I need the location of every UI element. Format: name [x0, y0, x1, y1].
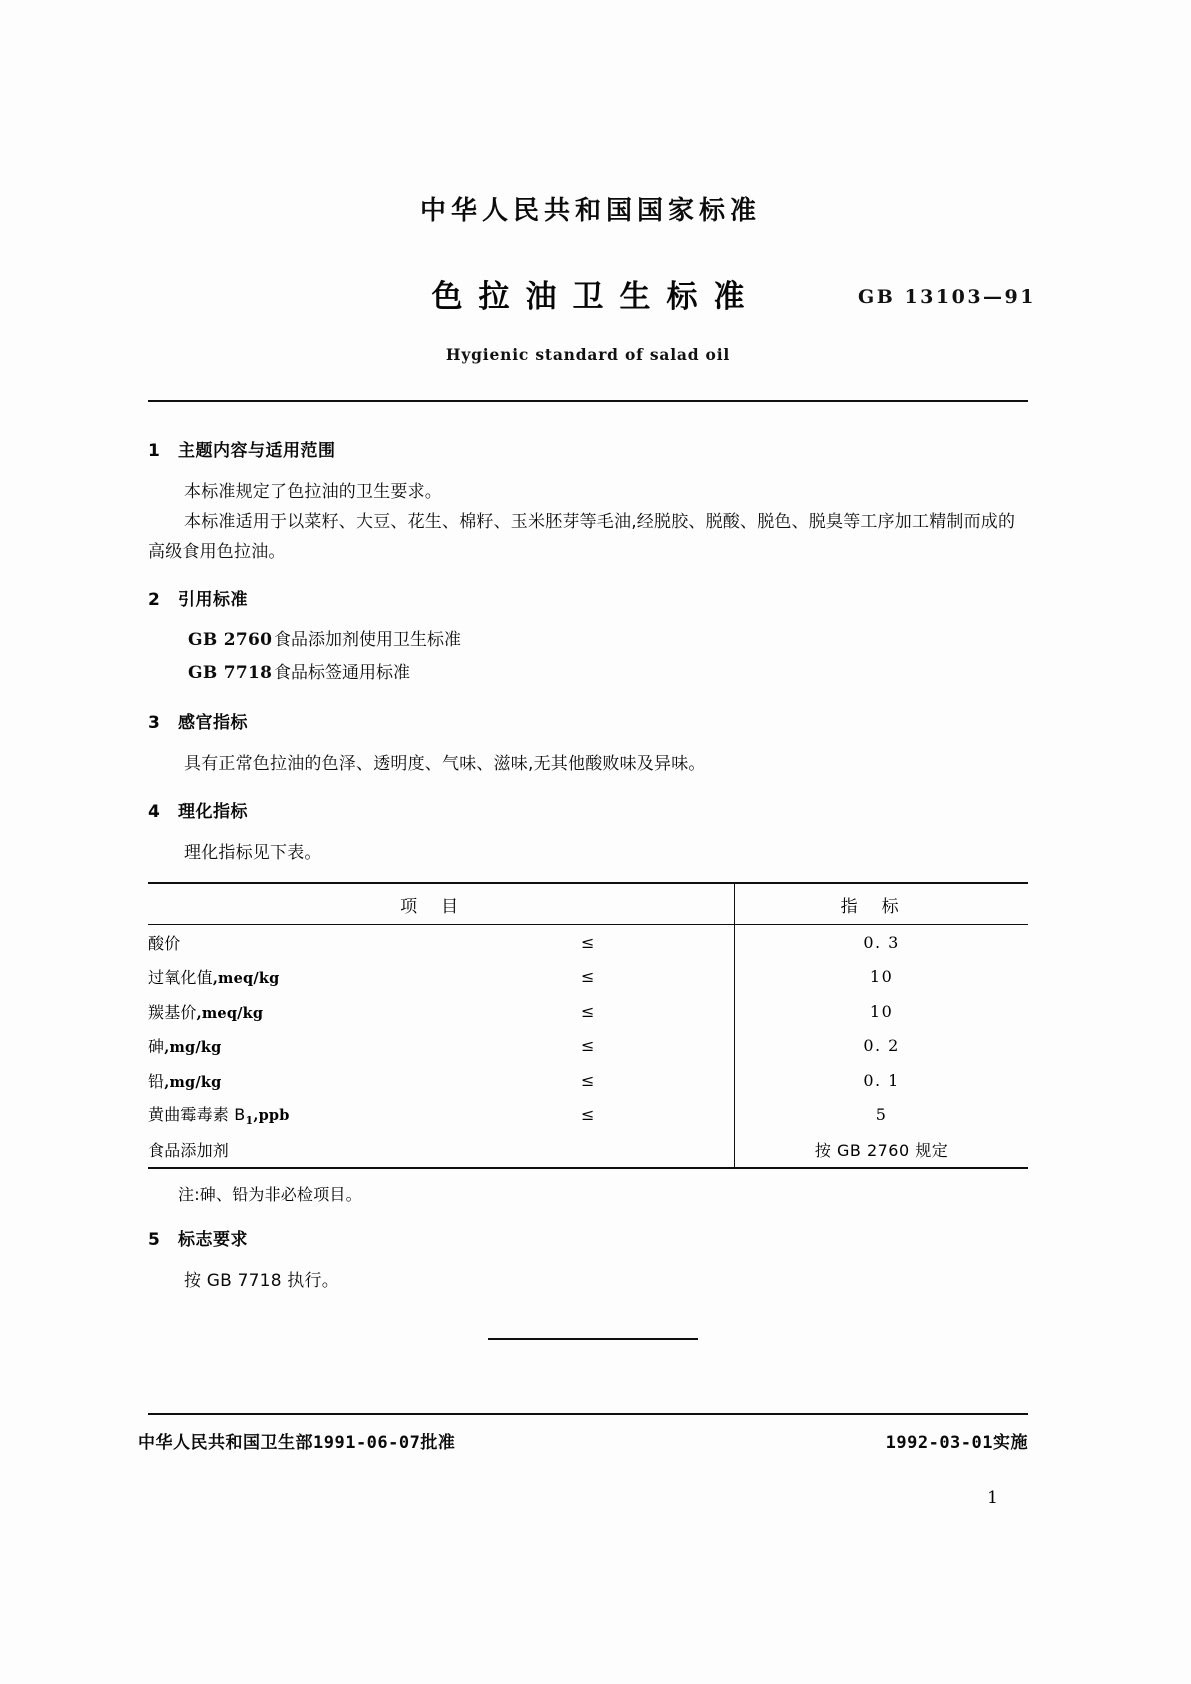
row-value: 按 GB 2760 规定	[735, 1132, 1028, 1168]
item-unit: ,meq/kg	[196, 1004, 264, 1022]
row-item-label	[148, 925, 441, 960]
section-number-5: 5	[148, 1229, 161, 1250]
table-header-row	[148, 883, 1028, 925]
section-heading-1	[148, 436, 1028, 461]
section-1-paragraph-2: 本标准适用于以菜籽、大豆、花生、棉籽、玉米胚芽等毛油,经脱胶、脱酸、脱色、脱臭等工序加工精制而成的高级食用色拉油。	[148, 512, 1016, 562]
document-footer	[138, 1428, 1028, 1453]
page-number: 1	[987, 1488, 998, 1508]
item-unit: ,mg/kg	[164, 1073, 222, 1091]
table-row	[148, 1029, 1028, 1064]
section-4-paragraph-1: 理化指标见下表。	[184, 843, 322, 863]
reference-item	[148, 657, 1028, 690]
table-row	[148, 1132, 1028, 1168]
reference-code: GB 7718	[188, 663, 273, 683]
section-number-4: 4	[148, 802, 161, 822]
row-value: 10	[735, 994, 1028, 1029]
column-header-spec: 指标	[735, 883, 1028, 925]
item-name: 过氧化值	[148, 968, 213, 988]
row-operator: ≤	[581, 932, 595, 952]
column-header-item: 项目	[148, 883, 735, 925]
row-value: 0. 3	[735, 925, 1028, 960]
section-title-3: 感官指标	[178, 713, 248, 733]
row-item-label	[148, 1029, 441, 1064]
end-of-document-mark	[488, 1338, 698, 1340]
row-item-label	[148, 1132, 441, 1168]
page-title: 色拉油卫生标准	[431, 279, 761, 315]
section-number-3: 3	[148, 713, 161, 733]
row-value: 10	[735, 960, 1028, 995]
english-title: Hygienic standard of salad oil	[445, 345, 731, 364]
physicochemical-table-wrapper	[148, 882, 1028, 1205]
item-name: 黄曲霉毒素 B	[148, 1105, 246, 1125]
item-unit: ,mg/kg	[164, 1039, 222, 1057]
item-name: 铅	[148, 1071, 165, 1091]
row-operator: ≤	[581, 1036, 595, 1056]
section-number-2: 2	[148, 590, 161, 610]
item-name: 食品添加剂	[148, 1140, 230, 1160]
row-operator: ≤	[581, 1105, 595, 1125]
section-number-1: 1	[148, 441, 161, 461]
standard-number: GB 13103—91	[858, 286, 1036, 308]
table-row	[148, 1098, 1028, 1133]
title-row	[148, 275, 1036, 319]
reference-code: GB 2760	[188, 630, 273, 650]
table-row	[148, 960, 1028, 995]
effective-date: 1992-03-01实施	[885, 1433, 1028, 1453]
page-content	[138, 0, 1036, 1684]
section-heading-5	[148, 1225, 1028, 1250]
section-title-2: 引用标准	[178, 590, 248, 610]
table-row	[148, 1063, 1028, 1098]
row-item-label	[148, 1098, 441, 1133]
reference-title: 食品标签通用标准	[274, 663, 410, 683]
row-operator: ≤	[581, 1001, 595, 1021]
table-row	[148, 994, 1028, 1029]
section-title-1: 主题内容与适用范围	[178, 441, 336, 461]
item-unit: ,ppb	[253, 1107, 290, 1125]
row-value: 5	[735, 1098, 1028, 1133]
table-note: 注:砷、铅为非必检项目。	[178, 1184, 362, 1204]
row-item-label	[148, 994, 441, 1029]
approval-statement: 中华人民共和国卫生部1991-06-07批准	[138, 1433, 456, 1453]
row-value: 0. 2	[735, 1029, 1028, 1064]
section-title-4: 理化指标	[178, 802, 248, 822]
section-heading-2	[148, 585, 1028, 610]
row-operator: ≤	[581, 967, 595, 987]
national-standard-title: 中华人民共和国国家标准	[419, 196, 761, 226]
item-subscript: 1	[245, 1114, 254, 1128]
footer-divider	[148, 1413, 1028, 1415]
document-body	[148, 436, 1028, 1296]
reference-title: 食品添加剂使用卫生标准	[274, 630, 461, 650]
section-1-paragraph-1: 本标准规定了色拉油的卫生要求。	[184, 482, 442, 502]
row-item-label	[148, 960, 441, 995]
item-name: 酸价	[148, 933, 181, 953]
section-heading-4	[148, 797, 1028, 822]
physicochemical-table	[148, 882, 1028, 1169]
section-heading-3	[148, 708, 1028, 733]
section-5-paragraph-1: 按 GB 7718 执行。	[184, 1270, 339, 1291]
header-divider	[148, 400, 1028, 402]
item-unit: ,meq/kg	[212, 970, 280, 988]
reference-item	[148, 624, 1028, 657]
item-name: 砷	[148, 1037, 165, 1057]
table-row	[148, 925, 1028, 960]
row-operator: ≤	[581, 1070, 595, 1090]
row-value: 0. 1	[735, 1063, 1028, 1098]
section-title-5: 标志要求	[178, 1229, 248, 1250]
row-item-label	[148, 1063, 441, 1098]
section-3-paragraph-1: 具有正常色拉油的色泽、透明度、气味、滋味,无其他酸败味及异味。	[184, 754, 706, 774]
item-name: 羰基价	[148, 1002, 197, 1022]
document-header	[148, 190, 1036, 364]
row-operator	[441, 1132, 734, 1168]
